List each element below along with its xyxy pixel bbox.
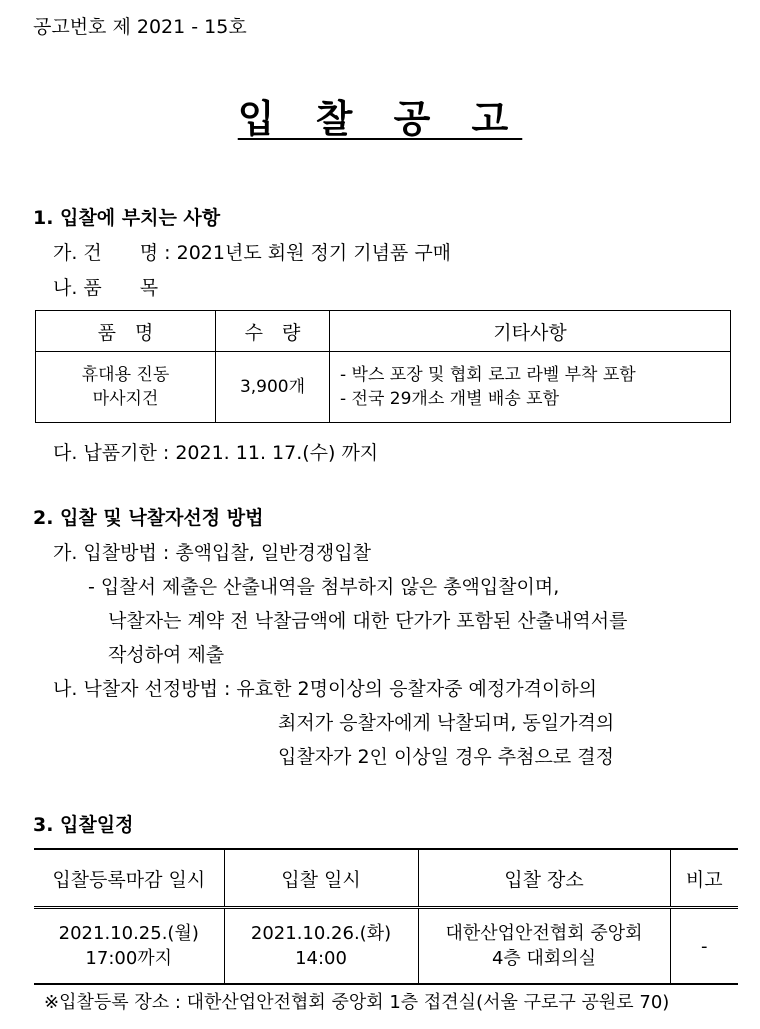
section3-heading: 3. 입찰일정: [33, 814, 134, 836]
header-remark: 비고: [670, 849, 738, 908]
section2-selection-method: 나. 낙찰자 선정방법 : 유효한 2명이상의 응찰자중 예정가격이하의: [53, 678, 598, 700]
header-registration-deadline: 입찰등록마감 일시: [34, 849, 224, 908]
header-notes: 기타사항: [330, 311, 731, 352]
schedule-table-header: [34, 849, 738, 908]
section2-selection-line3: 입찰자가 2인 이상일 경우 추첨으로 결정: [278, 746, 614, 768]
notice-number: 공고번호 제 2021 - 15호: [33, 16, 247, 38]
section2-selection-line2: 최저가 응찰자에게 낙찰되며, 동일가격의: [278, 712, 615, 734]
section1-heading: 1. 입찰에 부치는 사항: [33, 207, 221, 229]
cell-bid-datetime: 2021.10.26.(화) 14:00: [224, 908, 418, 985]
section1-delivery-deadline: 다. 납품기한 : 2021. 11. 17.(수) 까지: [53, 442, 379, 464]
schedule-table: [34, 848, 738, 985]
cell-remark: -: [670, 908, 738, 985]
items-table-header: [36, 311, 731, 352]
cell-product: 휴대용 진동 마사지건: [36, 352, 216, 423]
items-table: [35, 310, 731, 423]
header-product: 품 명: [36, 311, 216, 352]
table-row: [36, 352, 731, 423]
section2-detail-line3: 작성하여 제출: [108, 644, 225, 666]
cell-registration-deadline: 2021.10.25.(월) 17:00까지: [34, 908, 224, 985]
section2-detail-line1: - 입찰서 제출은 산출내역을 첨부하지 않은 총액입찰이며,: [88, 576, 560, 598]
page-title: 입 찰 공 고: [237, 97, 523, 141]
section2-detail-line2: 낙찰자는 계약 전 낙찰금액에 대한 단가가 포함된 산출내역서를: [108, 610, 628, 632]
table-row: [34, 908, 738, 985]
header-bid-datetime: 입찰 일시: [224, 849, 418, 908]
cell-bid-place: 대한산업안전협회 중앙회 4층 대회의실: [418, 908, 670, 985]
section2-heading: 2. 입찰 및 낙찰자선정 방법: [33, 507, 264, 529]
section1-item-goods: 나. 품 목: [53, 277, 159, 299]
section2-bid-method: 가. 입찰방법 : 총액입찰, 일반경쟁입찰: [53, 542, 371, 564]
cell-notes: - 박스 포장 및 협회 로고 라벨 부착 포함 - 전국 29개소 개별 배송 포함: [330, 352, 731, 423]
registration-footnote: ※입찰등록 장소 : 대한산업안전협회 중앙회 1층 접견실(서울 구로구 공원로 70): [44, 992, 670, 1013]
header-bid-place: 입찰 장소: [418, 849, 670, 908]
section1-item-title: 가. 건 명 : 2021년도 회원 정기 기념품 구매: [53, 242, 452, 264]
cell-quantity: 3,900개: [216, 352, 330, 423]
header-quantity: 수 량: [216, 311, 330, 352]
